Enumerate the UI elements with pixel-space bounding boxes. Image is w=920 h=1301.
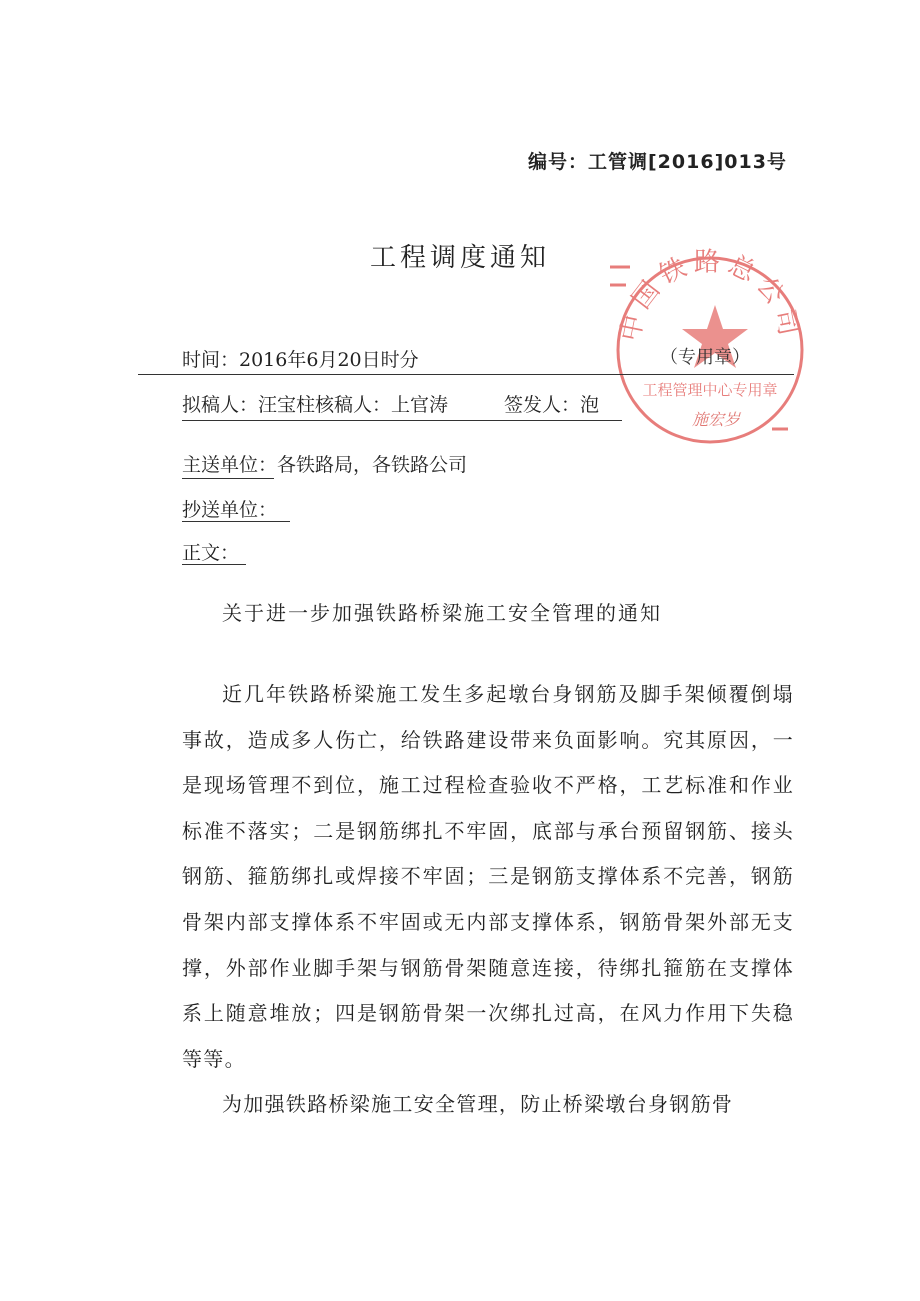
cc-recipient-field: 抄送单位： [182,499,278,521]
body-paragraph: 为加强铁路桥梁施工安全管理，防止桥梁墩台身钢筋骨 [222,1092,734,1116]
seal-ring-text: 中国铁路总公司 [615,247,805,344]
time-field: 时间：2016年6月20日时分 [182,349,419,371]
body-label-underline [182,564,246,565]
seal-note: （专用章） [660,347,750,368]
signer-field: 签发人：泡 [504,394,600,416]
divider [138,374,794,375]
drafter-field: 拟稿人：汪宝柱 [182,394,316,416]
body-label: 正文： [182,542,240,564]
document-title: 工程调度通知 [369,243,550,273]
document-number: 编号：工管调[2016]013号 [528,151,787,173]
seal-signature: 施宏岁 [692,410,741,429]
cc-recipient-underline [182,521,290,522]
notice-subject: 关于进一步加强铁路桥梁施工安全管理的通知 [222,601,662,625]
author-underline [182,420,622,421]
body-paragraph: 近几年铁路桥梁施工发生多起墩台身钢筋及脚手架倾覆倒塌事故，造成多人伤亡，给铁路建设带来负面影响。究其原因，一是现场管理不到位，施工过程检查验收不严格，工艺标准和作业标准不落实；二是钢筋绑扎不牢固，底部与承台预留钢筋、接头钢筋、箍筋绑扎或焊接不牢固；三是钢筋支撑体系不完善，钢筋骨架内部支撑体系不牢固或无内部支撑体系，钢筋骨架外部无支撑，外部作业脚手架与钢筋骨架随意连接，待绑扎箍筋在支撑体系上随意堆放；四是钢筋骨架一次绑扎过高，在风力作用下失稳等等。 [182,682,794,1071]
main-recipient-underline [182,478,274,479]
seal-inner-text: 工程管理中心专用章 [642,381,778,399]
main-recipient-field: 主送单位：各铁路局，各铁路公司 [182,454,468,476]
checker-field: 核稿人：上官涛 [315,394,449,416]
author-line [182,390,599,417]
